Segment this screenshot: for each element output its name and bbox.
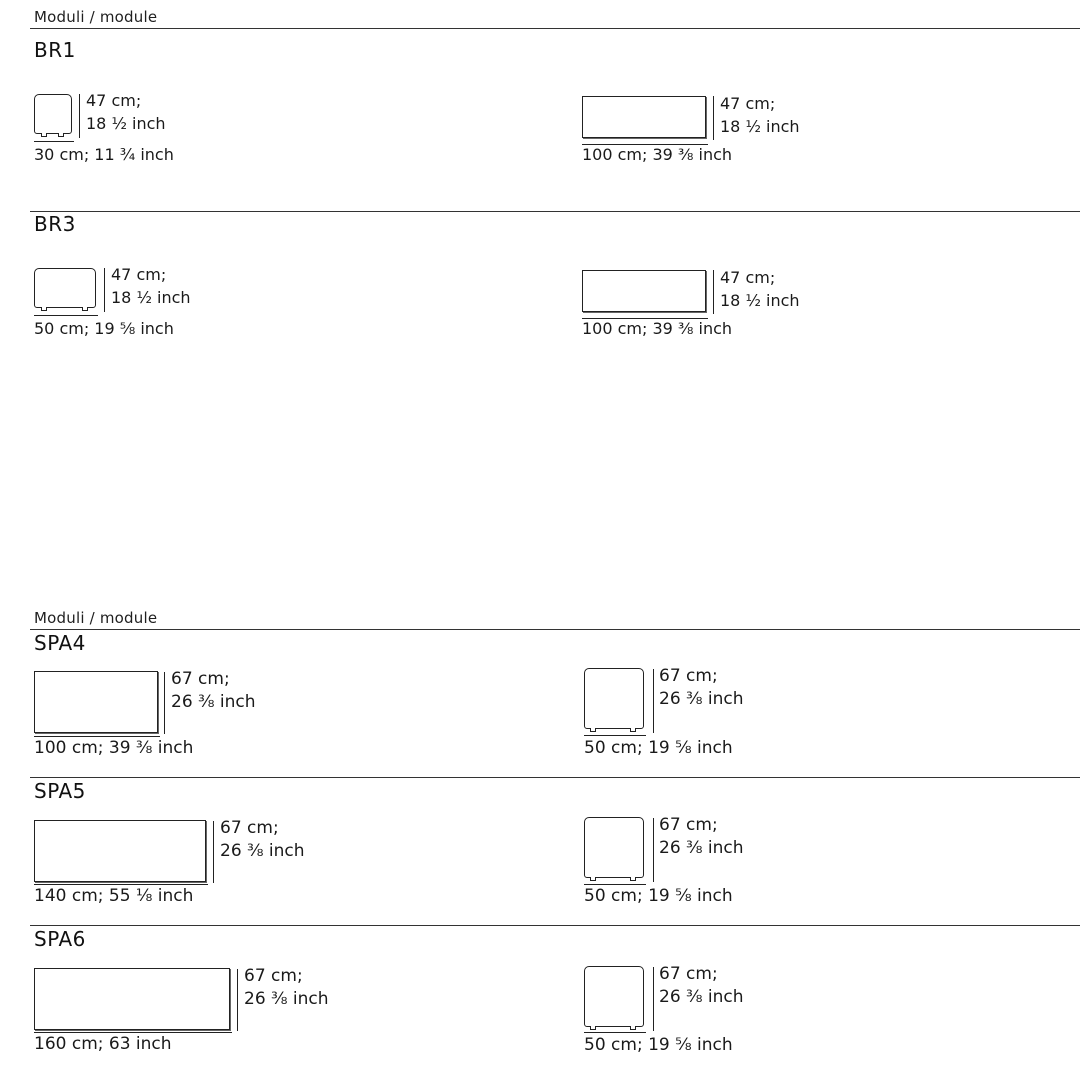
height-dimension-line — [653, 967, 654, 1031]
width-label: 50 cm; 19 ⅝ inch — [584, 1035, 733, 1055]
width-label: 50 cm; 19 ⅝ inch — [584, 886, 733, 906]
height-label — [86, 89, 166, 135]
height-cm: 67 cm; — [659, 964, 718, 984]
height-inch: 26 ⅜ inch — [171, 692, 256, 712]
height-label — [659, 963, 744, 1009]
height-cm: 47 cm; — [111, 265, 167, 284]
height-label — [244, 965, 329, 1011]
module-foot — [41, 307, 47, 311]
width-label: 100 cm; 39 ⅜ inch — [582, 145, 733, 164]
module-foot — [590, 1026, 596, 1030]
module-drawing — [584, 966, 644, 1027]
height-inch: 26 ⅜ inch — [244, 989, 329, 1009]
module-code: SPA6 — [34, 927, 86, 951]
module-code: BR3 — [34, 212, 76, 236]
module-drawing — [34, 671, 158, 733]
height-inch: 18 ½ inch — [720, 117, 800, 136]
width-dimension-line — [584, 1032, 646, 1033]
height-cm: 67 cm; — [659, 815, 718, 835]
width-dimension-line — [584, 735, 646, 736]
divider — [30, 28, 1080, 29]
height-cm: 67 cm; — [244, 966, 303, 986]
height-label — [659, 665, 744, 711]
height-cm: 67 cm; — [220, 818, 279, 838]
section-header: Moduli / module — [34, 8, 158, 26]
module-foot — [58, 133, 64, 137]
module-foot — [590, 728, 596, 732]
width-label: 140 cm; 55 ⅛ inch — [34, 886, 194, 906]
module-code: BR1 — [34, 38, 76, 62]
module-drawing — [582, 96, 706, 138]
module-foot — [630, 728, 636, 732]
height-dimension-line — [213, 821, 214, 883]
width-label: 160 cm; 63 inch — [34, 1034, 172, 1054]
width-dimension-line — [34, 141, 74, 142]
module-foot — [41, 133, 47, 137]
height-dimension-line — [653, 669, 654, 733]
height-inch: 18 ½ inch — [111, 288, 191, 307]
height-cm: 47 cm; — [720, 268, 776, 287]
height-dimension-line — [237, 969, 238, 1031]
height-inch: 18 ½ inch — [720, 291, 800, 310]
width-label: 50 cm; 19 ⅝ inch — [34, 319, 174, 338]
module-drawing — [584, 817, 644, 878]
module-drawing — [34, 268, 96, 308]
height-label — [220, 817, 305, 863]
module-foot — [590, 877, 596, 881]
height-inch: 26 ⅜ inch — [659, 689, 744, 709]
module-drawing — [34, 968, 230, 1030]
height-cm: 47 cm; — [720, 94, 776, 113]
height-dimension-line — [104, 268, 105, 312]
module-drawing — [584, 668, 644, 729]
width-label: 30 cm; 11 ¾ inch — [34, 145, 174, 164]
width-label: 100 cm; 39 ⅜ inch — [34, 738, 194, 758]
module-drawing — [582, 270, 706, 312]
height-inch: 18 ½ inch — [86, 114, 166, 133]
height-dimension-line — [164, 672, 165, 734]
height-dimension-line — [79, 94, 80, 138]
height-cm: 67 cm; — [659, 666, 718, 686]
height-label — [659, 814, 744, 860]
height-label — [171, 668, 256, 714]
height-dimension-line — [713, 270, 714, 314]
width-dimension-line — [34, 315, 98, 316]
height-label — [720, 92, 800, 138]
section-header: Moduli / module — [34, 609, 158, 627]
divider — [30, 777, 1080, 778]
height-label — [111, 263, 191, 309]
divider — [30, 925, 1080, 926]
height-inch: 26 ⅜ inch — [659, 838, 744, 858]
module-drawing — [34, 94, 72, 134]
module-foot — [630, 1026, 636, 1030]
height-inch: 26 ⅜ inch — [220, 841, 305, 861]
module-drawing — [34, 820, 206, 882]
height-dimension-line — [653, 818, 654, 882]
divider — [30, 211, 1080, 212]
height-inch: 26 ⅜ inch — [659, 987, 744, 1007]
module-code: SPA4 — [34, 631, 86, 655]
divider — [30, 629, 1080, 630]
module-foot — [630, 877, 636, 881]
height-label — [720, 266, 800, 312]
height-cm: 47 cm; — [86, 91, 142, 110]
width-label: 50 cm; 19 ⅝ inch — [584, 738, 733, 758]
width-label: 100 cm; 39 ⅜ inch — [582, 319, 733, 338]
height-dimension-line — [713, 96, 714, 140]
module-code: SPA5 — [34, 779, 86, 803]
module-foot — [82, 307, 88, 311]
height-cm: 67 cm; — [171, 669, 230, 689]
